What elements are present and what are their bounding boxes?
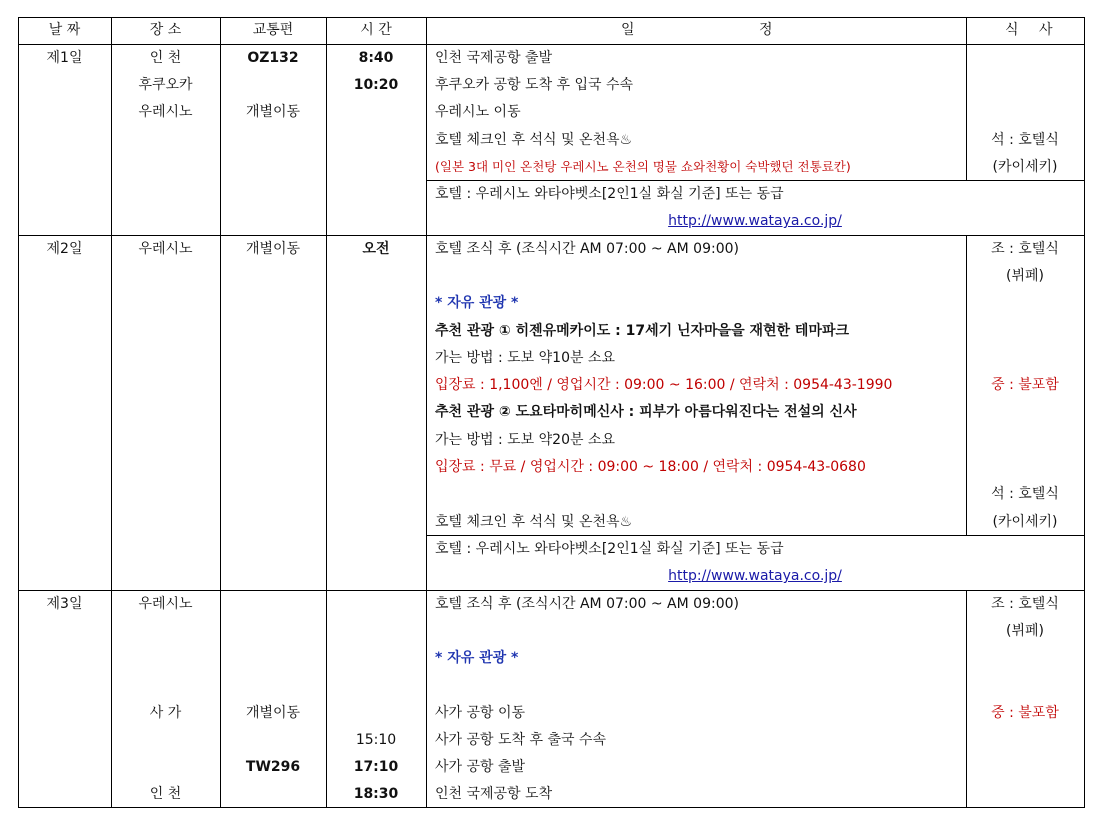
day2-recommendation-2-directions: 가는 방법 : 도보 약20분 소요 [435,432,616,448]
day1-flight: OZ132 [247,50,299,66]
header-transport: 교통편 [252,22,294,38]
grid-line [1084,17,1085,808]
day2-breakfast-note: 호텔 조식 후 (조식시간 AM 07:00 ~ AM 09:00) [435,241,739,257]
day3-meal-lunch: 중 : 불포함 [991,705,1059,721]
day1-hotel-link[interactable]: http://www.wataya.co.jp/ [668,213,842,229]
day1-meal: (카이세키) [992,159,1058,175]
day3-breakfast-note: 호텔 조식 후 (조식시간 AM 07:00 ~ AM 09:00) [435,596,739,612]
header-schedule-left: 일 [621,22,635,38]
day1-hotel: 호텔 : 우레시노 와타야벳소[2인1실 화실 기준] 또는 동급 [435,186,784,202]
day3-meal-breakfast: 조 : 호텔식 [991,596,1059,612]
day1-note: (일본 3대 미인 온천탕 우레시노 온천의 명물 쇼와천황이 숙박했던 전통료칸) [435,159,851,174]
header-meal-right: 사 [1039,22,1053,38]
day3-time: 17:10 [353,759,399,775]
grid-line [220,17,221,808]
day3-transport: 개별이동 [245,705,301,721]
day2-recommendation-2-info: 입장료 : 무료 / 영업시간 : 09:00 ~ 18:00 / 연락처 : 0954-43-0680 [435,459,866,475]
itinerary-table [18,17,1085,808]
day3-place: 우레시노 [138,596,193,612]
day1-time: 10:20 [353,77,399,93]
day1-place: 우레시노 [138,104,193,120]
day3-place: 인 천 [149,786,182,802]
day1-time: 8:40 [358,50,394,66]
day2-time: 오전 [362,241,390,257]
header-place: 장 소 [149,22,182,38]
day2-free-tour: * 자유 관광 * [435,295,519,311]
day1-schedule-item: 호텔 체크인 후 석식 및 온천욕♨ [435,132,633,148]
day1-transport: 개별이동 [245,104,301,120]
day2-recommendation-1: 추천 관광 ① 히젠유메카이도 : 17세기 닌자마을을 재현한 테마파크 [435,323,850,339]
header-meal-left: 식 [1005,22,1019,38]
day1-meal: 석 : 호텔식 [991,132,1059,148]
day2-hotel: 호텔 : 우레시노 와타야벳소[2인1실 화실 기준] 또는 동급 [435,541,784,557]
header-date: 날 짜 [48,22,81,38]
day1-label: 제1일 [46,50,83,66]
day1-schedule-item: 후쿠오카 공항 도착 후 입국 수속 [435,77,634,93]
day3-schedule-item: 사가 공항 출발 [435,759,526,775]
day1-schedule-item: 우레시노 이동 [435,104,521,120]
day2-meal-breakfast-sub: (뷔페) [1006,268,1044,284]
day3-time: 15:10 [355,732,397,748]
day2-transport: 개별이동 [245,241,301,257]
day1-schedule-item: 인천 국제공항 출발 [435,50,553,66]
day3-schedule-item: 사가 공항 이동 [435,705,526,721]
day1-place: 인 천 [149,50,182,66]
day2-meal-lunch: 중 : 불포함 [991,377,1059,393]
day3-schedule-item: 인천 국제공항 도착 [435,786,553,802]
grid-line [426,17,427,808]
day2-label: 제2일 [46,241,83,257]
day3-time: 18:30 [353,786,399,802]
day2-hotel-link[interactable]: http://www.wataya.co.jp/ [668,568,842,584]
day3-meal-breakfast-sub: (뷔페) [1006,623,1044,639]
day3-free-tour: * 자유 관광 * [435,650,519,666]
header-time: 시 간 [360,22,392,38]
day3-flight: TW296 [245,759,301,775]
day2-recommendation-1-directions: 가는 방법 : 도보 약10분 소요 [435,350,616,366]
header-schedule-right: 정 [759,22,773,38]
day3-place: 사 가 [149,705,182,721]
day3-schedule-item: 사가 공항 도착 후 출국 수속 [435,732,607,748]
day3-label: 제3일 [46,596,83,612]
day2-meal-dinner: 석 : 호텔식 [991,486,1059,502]
day2-meal-dinner-sub: (카이세키) [992,514,1058,530]
day2-meal-breakfast: 조 : 호텔식 [991,241,1059,257]
day2-recommendation-2: 추천 관광 ② 도요타마히메신사 : 피부가 아름다워진다는 전설의 신사 [435,404,857,420]
grid-line [326,17,327,808]
day2-place: 우레시노 [138,241,193,257]
day2-checkin: 호텔 체크인 후 석식 및 온천욕♨ [435,514,633,530]
grid-line [18,17,19,808]
day1-place: 후쿠오카 [138,77,193,93]
grid-line [111,17,112,808]
day2-recommendation-1-info: 입장료 : 1,100엔 / 영업시간 : 09:00 ~ 16:00 / 연락처 : 0954-43-1990 [435,377,893,393]
